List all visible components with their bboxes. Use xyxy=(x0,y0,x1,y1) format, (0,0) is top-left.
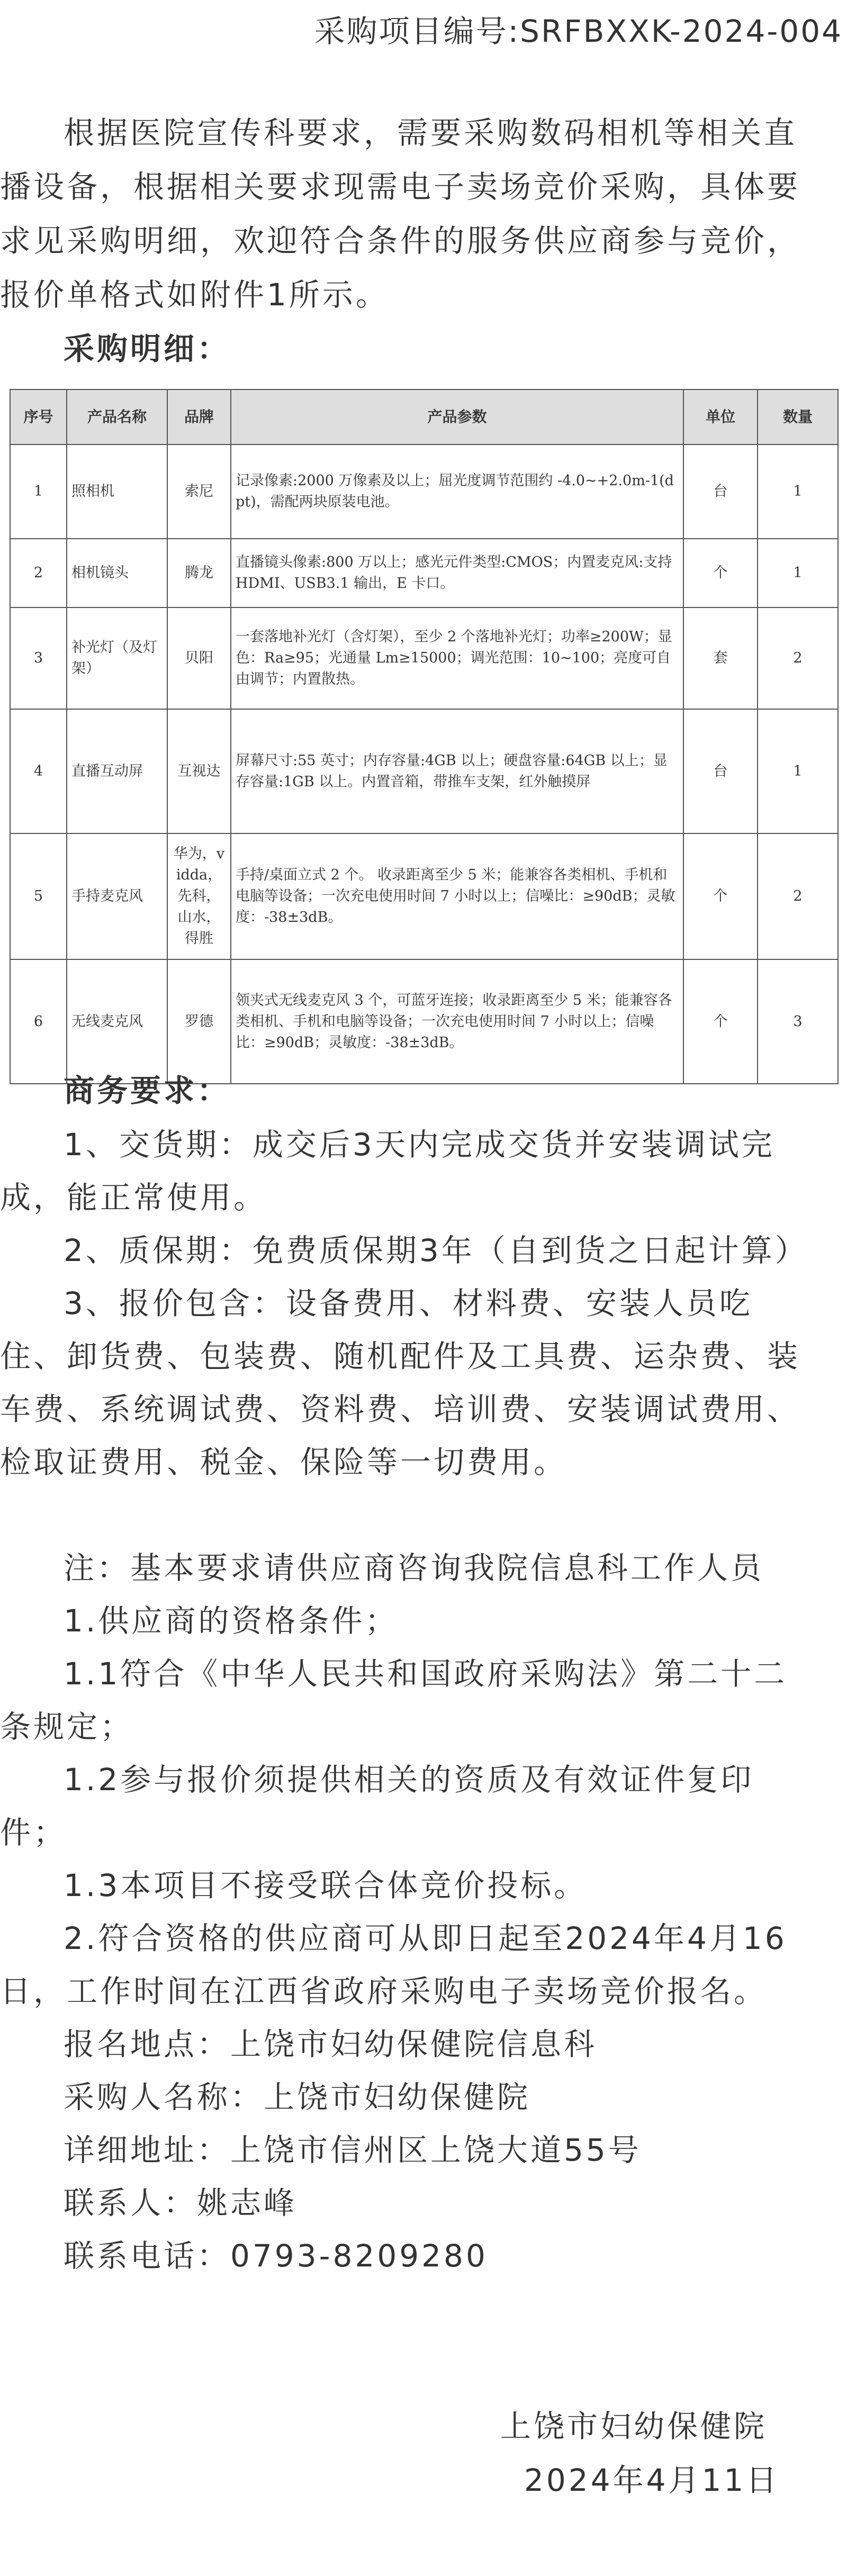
contact-location: 报名地点：上饶市妇幼保健院信息科 xyxy=(64,2026,598,2062)
header-no: 序号 xyxy=(10,389,67,445)
header-brand: 品牌 xyxy=(167,389,231,445)
cell-name: 补光灯（及灯架） xyxy=(67,607,167,709)
cell-params: 领夹式无线麦克风 3 个，可蓝牙连接；收录距离至少 5 米；能兼容各类相机、手机和电脑等设备；一次充电使用时间 7 小时以上；信噪比：≥90dB；灵敏度：-38±3dB。 xyxy=(231,959,683,1084)
business-line-1: 1、交货期：成交后3天内完成交货并安装调试完 xyxy=(64,1127,775,1163)
cell-params: 直播镜头像素:800 万以上；感光元件类型:CMOS；内置麦克风:支持 HDMI、USB3.1 输出，E 卡口。 xyxy=(231,539,683,607)
cell-qty: 2 xyxy=(758,607,838,709)
cell-qty: 3 xyxy=(758,959,838,1084)
cell-unit: 台 xyxy=(683,709,758,833)
cell-params: 屏幕尺寸:55 英寸；内存容量:4GB 以上；硬盘容量:64GB 以上；显存容量:1GB 以上。内置音箱，带推车支架，红外触摸屏 xyxy=(231,709,683,833)
note-line-3: 1.1符合《中华人民共和国政府采购法》第二十二 xyxy=(64,1656,788,1692)
detail-heading: 采购明细： xyxy=(64,331,231,367)
cell-qty: 2 xyxy=(758,833,838,959)
contact-buyer: 采购人名称：上饶市妇幼保健院 xyxy=(64,2079,531,2115)
intro-line-1: 根据医院宣传科要求，需要采购数码相机等相关直 xyxy=(64,115,798,151)
procurement-table xyxy=(10,389,839,1084)
cell-brand: 腾龙 xyxy=(167,539,231,607)
cell-no: 6 xyxy=(10,959,67,1084)
note-line-1: 注：基本要求请供应商咨询我院信息科工作人员 xyxy=(64,1550,764,1586)
cell-brand: 华为，vidda，先科，山水，得胜 xyxy=(167,833,231,959)
contact-phone: 联系电话：0793-8209280 xyxy=(64,2238,488,2274)
note-line-2: 1.供应商的资格条件； xyxy=(64,1603,399,1639)
intro-line-2: 播设备，根据相关要求现需电子卖场竞价采购，具体要 xyxy=(0,169,801,205)
cell-unit: 套 xyxy=(683,607,758,709)
table-row xyxy=(10,833,838,959)
header-params: 产品参数 xyxy=(231,389,683,445)
cell-no: 3 xyxy=(10,607,67,709)
cell-name: 无线麦克风 xyxy=(67,959,167,1084)
table-header-row xyxy=(10,389,838,445)
note-line-7: 1.3本项目不接受联合体竞价投标。 xyxy=(64,1867,588,1903)
cell-unit: 个 xyxy=(683,539,758,607)
cell-params: 一套落地补光灯（含灯架），至少 2 个落地补光灯；功率≥200W；显色：Ra≥95；光通量 Lm≥15000；调光范围：10~100；亮度可自由调节；内置散热。 xyxy=(231,607,683,709)
cell-unit: 台 xyxy=(683,445,758,539)
note-line-4: 条规定； xyxy=(0,1709,134,1745)
business-line-2: 成，能正常使用。 xyxy=(0,1180,267,1216)
note-line-6: 件； xyxy=(0,1815,67,1851)
cell-no: 5 xyxy=(10,833,67,959)
cell-qty: 1 xyxy=(758,539,838,607)
cell-params: 手持/桌面立式 2 个。 收录距离至少 5 米；能兼容各类相机、手机和电脑等设备；一次充电使用时间 7 小时以上；信噪比：≥90dB；灵敏度：-38±3dB。 xyxy=(231,833,683,959)
note-line-9: 日，工作时间在江西省政府采购电子卖场竞价报名。 xyxy=(0,1973,768,2009)
business-line-7: 检取证费用、税金、保险等一切费用。 xyxy=(0,1444,567,1480)
cell-no: 4 xyxy=(10,709,67,833)
cell-name: 直播互动屏 xyxy=(67,709,167,833)
header-name: 产品名称 xyxy=(67,389,167,445)
cell-brand: 罗德 xyxy=(167,959,231,1084)
cell-brand: 索尼 xyxy=(167,445,231,539)
header-unit: 单位 xyxy=(683,389,758,445)
cell-unit: 个 xyxy=(683,833,758,959)
cell-qty: 1 xyxy=(758,709,838,833)
cell-name: 照相机 xyxy=(67,445,167,539)
intro-line-4: 报价单格式如附件1所示。 xyxy=(0,277,389,313)
table-row xyxy=(10,607,838,709)
business-heading: 商务要求： xyxy=(64,1073,231,1109)
contact-person: 联系人：姚志峰 xyxy=(64,2185,298,2221)
note-line-8: 2.符合资格的供应商可从即日起至2024年4月16 xyxy=(64,1920,787,1956)
contact-address: 详细地址：上饶市信州区上饶大道55号 xyxy=(64,2132,642,2168)
cell-no: 1 xyxy=(10,445,67,539)
cell-name: 相机镜头 xyxy=(67,539,167,607)
business-line-3: 2、质保期：免费质保期3年（自到货之日起计算） xyxy=(64,1232,808,1268)
business-line-4: 3、报价包含：设备费用、材料费、安装人员吃 xyxy=(64,1285,753,1321)
cell-no: 2 xyxy=(10,539,67,607)
business-line-5: 住、卸货费、包装费、随机配件及工具费、运杂费、装 xyxy=(0,1338,801,1374)
project-number: 采购项目编号:SRFBXXK-2024-004 xyxy=(314,13,843,49)
table-row xyxy=(10,539,838,607)
cell-name: 手持麦克风 xyxy=(67,833,167,959)
table-row xyxy=(10,709,838,833)
cell-unit: 个 xyxy=(683,959,758,1084)
cell-brand: 贝阳 xyxy=(167,607,231,709)
header-qty: 数量 xyxy=(758,389,838,445)
business-line-6: 车费、系统调试费、资料费、培训费、安装调试费用、 xyxy=(0,1391,801,1427)
signature-org: 上饶市妇幼保健院 xyxy=(500,2408,768,2444)
note-line-5: 1.2参与报价须提供相关的资质及有效证件复印 xyxy=(64,1762,754,1798)
signature-date: 2024年4月11日 xyxy=(524,2462,780,2498)
cell-params: 记录像素:2000 万像素及以上；屈光度调节范围约 -4.0~+2.0m-1(dpt)，需配两块原装电池。 xyxy=(231,445,683,539)
cell-brand: 互视达 xyxy=(167,709,231,833)
cell-qty: 1 xyxy=(758,445,838,539)
intro-line-3: 求见采购明细，欢迎符合条件的服务供应商参与竞价， xyxy=(0,223,801,259)
table-row xyxy=(10,445,838,539)
